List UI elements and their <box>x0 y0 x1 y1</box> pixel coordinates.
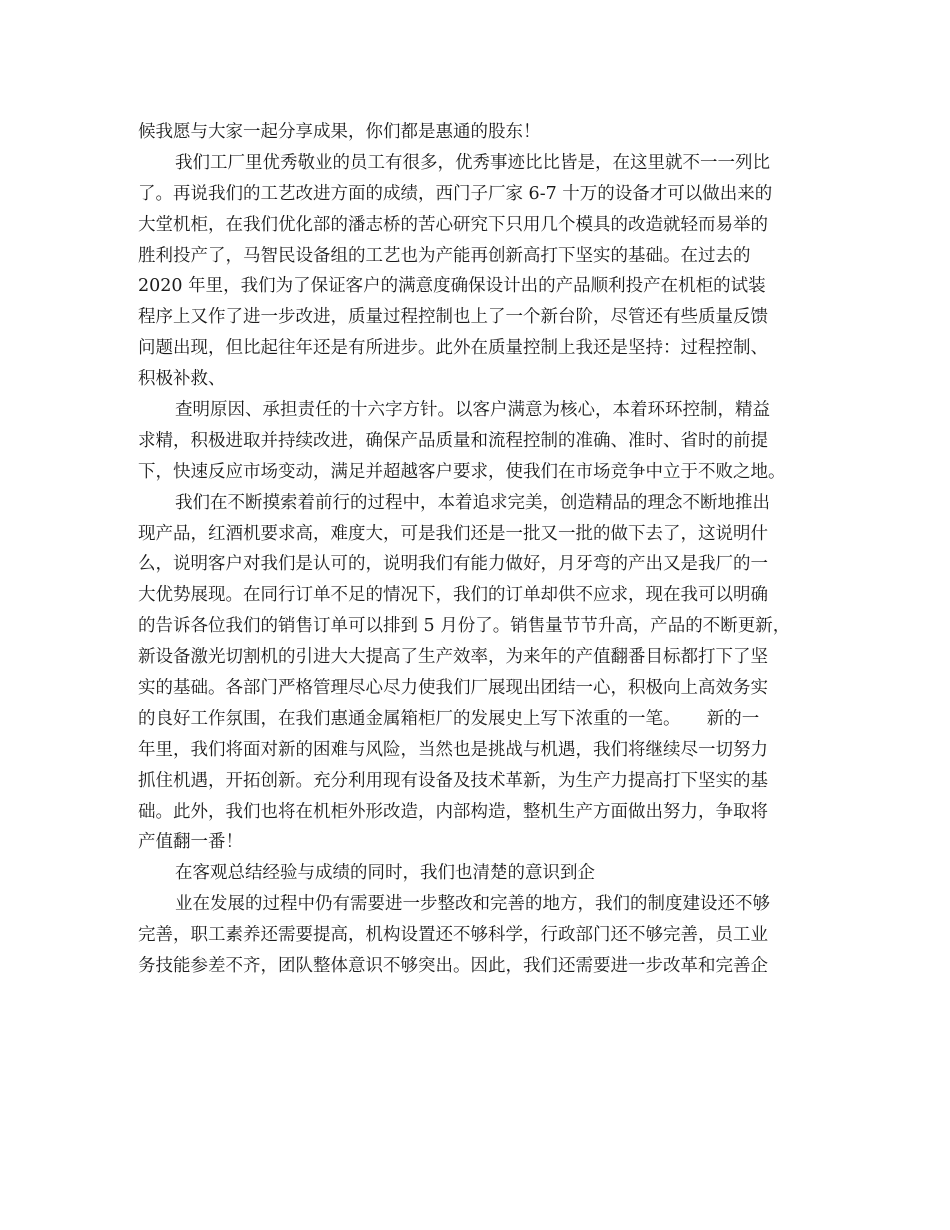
text-line: 实的基础。各部门严格管理尽心尽力使我们厂展现出团结一心，积极向上高效务实 <box>138 678 768 699</box>
text-line: 的告诉各位我们的销售订单可以排到 5 月份了。销售量节节升高，产品的不断更新， <box>138 616 791 637</box>
text-line: 积极补救、 <box>138 369 226 390</box>
text-line: 查明原因、承担责任的十六字方针。以客户满意为核心，本着环环控制，精益 <box>175 400 770 421</box>
text-line: 产值翻一番！ <box>138 832 243 853</box>
document-body <box>138 117 828 982</box>
text-line: 问题出现，但比起往年还是有所进步。此外在质量控制上我还是坚持：过程控制、 <box>138 338 768 359</box>
text-line: 现产品，红酒机要求高，难度大，可是我们还是一批又一批的做下去了，这说明什 <box>138 523 768 544</box>
text-line: 我们在不断摸索着前行的过程中，本着追求完美，创造精品的理念不断地推出 <box>175 492 770 513</box>
text-line: 2020 年里，我们为了保证客户的满意度确保设计出的产品顺利投产在机柜的试装 <box>138 276 766 297</box>
text-line: 在客观总结经验与成绩的同时，我们也清楚的意识到企 <box>175 863 595 884</box>
text-line: 的良好工作氛围，在我们惠通金属箱柜厂的发展史上写下浓重的一笔。 新的一 <box>138 708 760 729</box>
text-line: 胜利投产了，马智民设备组的工艺也为产能再创新高打下坚实的基础。在过去的 <box>138 245 751 266</box>
text-line: 下，快速反应市场变动，满足并超越客户要求，使我们在市场竞争中立于不败之地。 <box>138 461 786 482</box>
text-line: 新设备激光切割机的引进大大提高了生产效率，为来年的产值翻番目标都打下了坚 <box>138 647 768 668</box>
text-line: 年里，我们将面对新的困难与风险，当然也是挑战与机遇，我们将继续尽一切努力 <box>138 739 768 760</box>
text-line: 大堂机柜，在我们优化部的潘志桥的苦心研究下只用几个模具的改造就轻而易举的 <box>138 214 768 235</box>
text-line: 业在发展的过程中仍有需要进一步整改和完善的地方，我们的制度建设还不够 <box>175 894 770 915</box>
text-line: 础。此外，我们也将在机柜外形改造，内部构造，整机生产方面做出努力，争取将 <box>138 801 768 822</box>
text-line: 么，说明客户对我们是认可的，说明我们有能力做好，月牙弯的产出又是我厂的一 <box>138 554 768 575</box>
text-line: 完善，职工素养还需要提高，机构设置还不够科学，行政部门还不够完善，员工业 <box>138 925 768 946</box>
text-line: 我们工厂里优秀敬业的员工有很多，优秀事迹比比皆是，在这里就不一一列比 <box>175 152 770 173</box>
text-line: 务技能参差不齐，团队整体意识不够突出。因此，我们还需要进一步改革和完善企 <box>138 956 768 977</box>
text-line: 程序上又作了进一步改进，质量过程控制也上了一个新台阶，尽管还有些质量反馈 <box>138 307 768 328</box>
text-line: 了。再说我们的工艺改进方面的成绩，西门子厂家 6-7 十万的设备才可以做出来的 <box>138 183 773 204</box>
text-line: 求精，积极进取并持续改进，确保产品质量和流程控制的准确、准时、省时的前提 <box>138 430 768 451</box>
text-line: 候我愿与大家一起分享成果，你们都是惠通的股东！ <box>138 122 541 142</box>
text-line: 大优势展现。在同行订单不足的情况下，我们的订单却供不应求，现在我可以明确 <box>138 585 768 606</box>
text-line: 抓住机遇，开拓创新。充分利用现有设备及技术革新，为生产力提高打下坚实的基 <box>138 770 768 791</box>
